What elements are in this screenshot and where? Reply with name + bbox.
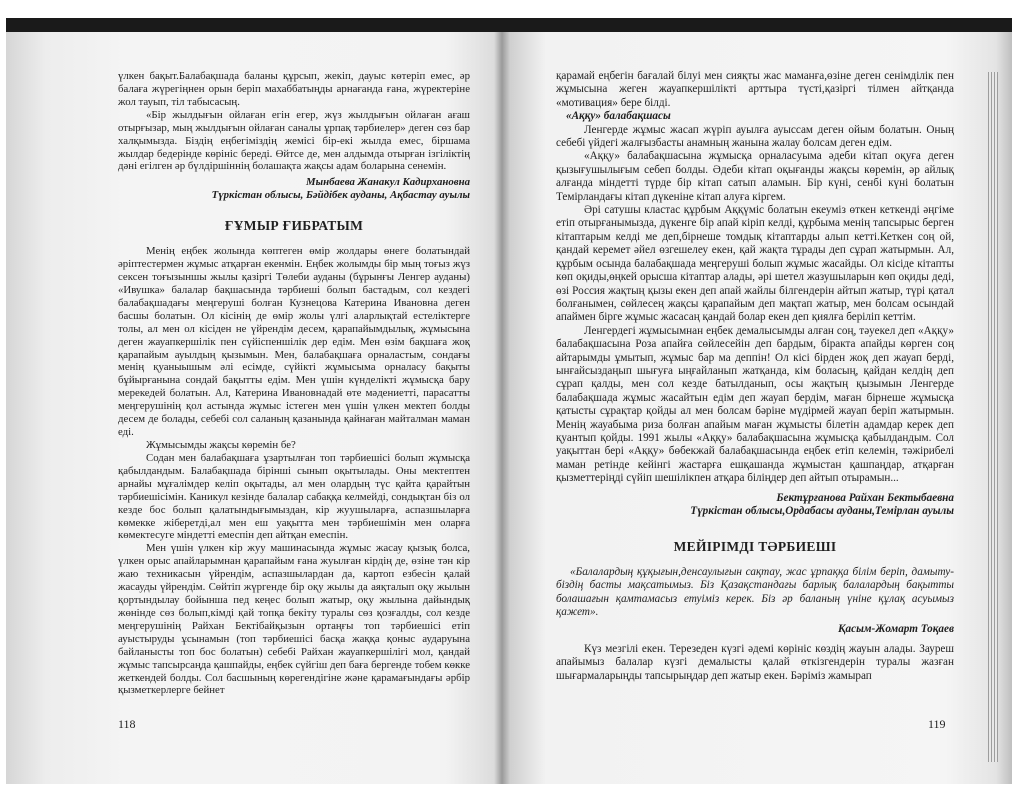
right-page-number: 119 (928, 717, 946, 731)
left-section-heading: ҒҰМЫР ҒИБРАТЫМ (224, 218, 364, 234)
left-page (118, 70, 470, 697)
right-paragraph-1: Ленгерде жұмыс жасап жүріп ауылға ауыссам деген ойым болатын. Оның себебі үйдегі жалғызбасты анамның жанына жалау болсам деген едім. (556, 123, 954, 150)
right-epigraph-author: Қасым-Жомарт Тоқаев (837, 623, 954, 636)
left-paragraph-4: Мен үшін үлкен кір жуу машинасында жұмыс жасау қызық болса, үлкен орыс апайларымнан қарапайым ғана жуылған кірдің де, өзіне тән кір жаю техникасын үйрендім, аспазшылардан да, картоп езбесін қалай жасауды үйрендім. Сөйтіп жүргенде бір оқу жылы да аяқталып оқу жылын қортындылау бойынша пед кеңес болып жатыр, оқу жылына дайындық жөнінде сөз болып,кімді қай топқа бекіту туралы сөз қозғалды, сол кезде меңгерушінің Райхан Бектібайқызын ортаңғы топ тәрбиешісі етіп ауыстыруды ұсынамын (топ тәрбиешісі басқа жаққа қоныс аударуына байланысты топ бос болатын) себебі Райхан жауапкершілігі мол, қандай жұмыс тапсырсаңда қашпайды, еңбек сүйгіш деп баға бергенде тобем көкке жеткендей болды. Сол басшының көрегендігіне және қарамағындағы әрбір қызметкерлерге бейнет (118, 542, 470, 697)
right-intro-paragraph: қарамай еңбегін бағалай білуі мен сияқты жас маманға,өзіне деген сенімділік пен жұмысына жеген жауапкершілікті арттыра түсті,қазіргі тілмен айтқанда «мотивация» бере білді. (556, 70, 954, 109)
right-page (556, 70, 954, 683)
left-intro-paragraph: үлкен бақыт.Балабақшада баланы құрсып, жекіп, дауыс көтеріп емес, әр балаға жүрегіңнен орын беріп махаббатыңды арнағанда ғана, жүректеріне жол тауып, тіл табысасың. (118, 70, 470, 108)
page-edges (988, 72, 998, 762)
right-epigraph: «Балалардың құқығын,денсаулығын сақтау, жас ұрпаққа білім беріп, дамыту-біздің басты мақсатымыз. Біз Қазақстандағы барлық балалардың бақытты болашағын қамтамасыз етуіміз керек. Біз әр баланың үніне құлақ асуымыз қажет». (556, 565, 954, 619)
right-paragraph-5: Күз мезгілі екен. Терезеден күзгі әдемі көрініс көздің жауын алады. Зауреш апайымыз балалар күзгі демалысты қалай өткізгендерін туралы жазған шығармаларыңды тапсырыңдар деп жатыр екен. Бәріміз жамырап (556, 642, 954, 682)
left-paragraph-1: Менің еңбек жолында көптеген өмір жолдары өнеге болатындай әріптестермен жұмыс атқарған екенмін. Еңбек жолымды бір мың тоғыз жүз сексен тоғызыншы жылы қазіргі Төлеби ауданы (бұрынғы Ленгер ауданы) «Ивушка» балалар бақшасында тәрбиеші болып бастадым, сол кездегі балабақшадағы меңгеруші болған Кузнецова Катерина Ивановна деген басшы болатын. Ол кісінің де өмір жолы үлгі аларлықтай естеліктерге толы, ал мен ол кісіден не үйрендім десем, қарапайымдылық, жұмысына деген жауапкершілік пен сүйіспеншілік дер едім. Мен өзім бақшаға жоқ қарапайым ауылдың қызымын. Мен, балабақшаға орналастым, сондағы менің қуаныышым әлі есімде, сүйікті жұмысыма орналасу бақыты бұйырғанына сондай бақытты едім. Мен үшін күнделікті жұмысқа бару мерекедей болатын. Ал, Катерина Ивановнадай өте мәдениетті, парасатты меңгерушінің қол астында жұмыс істеген мен үшін үлкен мектеп болды десем де болады, себебі сол саланың қазанында қайнаған майталман маман еді. (118, 245, 470, 439)
right-section-heading: МЕЙІРІМДІ ТӘРБИЕШІ (673, 539, 837, 555)
left-paragraph-3: Содан мен балабақшаға ұзартылған топ тәрбиешісі болып жұмысқа қабылдандым. Балабақшада бірінші сынып оқытылады. Оны мектептен арнайы мұғалімдер келіп оқытады, ал мен олардың түс қайта қарайтын тәрбиешісімін. Каникул кезінде балалар сабаққа келмейді, сондықтан біз ол кезде бос болып қалатындығымыздан, кір жуушыларға, аспазшыларға көмекке жіберетді,ал мен еш уақытта мен тәрбиешімін мен оларға көмектесуге міндетті емеспін деп айтқан емеспін. (118, 451, 470, 542)
right-paragraph-4: Ленгердегі жұмысымнан еңбек демалысымды алған соң, тәуекел деп «Аққу» балабақшасына Роза апайға сөйлесейін деп бардым, біракта апайды көрген соң айтарымды ұмытып, жұмыс бар ма деппін! Ол кісі бірден жоқ деп жауап берді, ынғайсыздаңып шығуға ыңғайланып жатқанда, кім боласың, қайдан келдің деп сұрап қалды, мен сол кезде батылданып, осы жақтың қызымын Ленгерде балабақшада жұмыс жасайтын едім деп жауап бердім, маған бірнеше жұмысқа қатысты сұрақтар қойды ал мен болсам бәріне мүдірмей жауап беріп жатырмын. Менің жауабыма риза болған апайым маған жұмысты білетін адамдар керек деп қуантып қойды. 1991 жылы «Аққу» балабақшасына жұмысқа қабылдандым. Сол уақыттан бері «Аққу» бөбекжай балабақшасында еңбек етіп келемін, тәжірибелі маман ретінде кейінгі жастарға ешқашанда жұмыстан қашпаңдар, атқарған қызметтеріңді сүйіп шешілікпен атқара біліңдер деп айтып отырамын... (556, 324, 954, 485)
right-paragraph-2: «Аққу» балабақшасына жұмысқа орналасуыма әдеби кітап оқуға деген қызығушылығым себеп болды. Әдеби кітап оқығанды жақсы көремін, әр айлық алғанда міндетті түрде бір кітап сатып аламын. Бір күні, сенбі күні болатын Темірландағы кітап дүкеніне кітап алуға кіргем. (556, 150, 954, 203)
left-signature-place: Түркістан облысы, Бәйдібек ауданы, Ақбастау ауылы (211, 189, 470, 202)
left-quote-paragraph: «Бір жылдығын ойлаған егін егер, жүз жылдығын ойлаған ағаш отырғызар, мың жылдығын ойлаған саналы ұрпақ тәрбиелер» деген сөз бар халқымызда. Біздің еңбегіміздің жемісі бір-екі жылда емес, біршама жылдар бедерінде көрініс береді. Өйтсе де, мен алдымда отырған ізгіліктің дәні егілген әр бүлдіршіннің болашақта жақсы адам боларына сенемін. (118, 108, 470, 173)
left-page-number: 118 (118, 717, 136, 731)
right-signature-name: Бектұрғанова Райхан Бектыбаевна (776, 491, 954, 504)
right-signature-place: Түркістан облысы,Ордабасы ауданы,Темірлан ауылы (690, 505, 954, 517)
left-paragraph-2: Жұмысымды жақсы көремін бе? (146, 438, 296, 451)
right-subheading: «Аққу» балабақшасы (566, 110, 671, 123)
right-paragraph-3: Әрі сатушы кластас құрбым Аққүміс болатын екеуміз өткен кеткенді әңгіме етіп отырғанымызда, дүкенге бір апай кіріп келді, құрбыма менің тапсырыс берген кітаптарым келді ме деп,бірнеше томдық кітаптарды алып кетті.Кеткен соң ой, қандай керемет әйел өзгешелеу екен, қай жақта тұрады деп сұрап жатырмын. Ал, құрбым осында балабақшада меңгеруші болып жұмыс жасайды. Ол кісіде кітапты көп оқиды,өңкей орысша кітаптар алады, әрі шетел жазушыларын көп оқиды деді, өзі Россия жақтың қызы екен деп апай жайлы білгендерін айтып жатыр, түрі қатал болғанымен, сөйлесең жақсы қарапайым деп мақтап жатыр, мен болсам осындай апаймен бірге жұмыс жасасаң қандай болар екен деп қиялға беріліп кеттім. (556, 204, 954, 324)
left-signature-name: Мынбаева Жанакул Кадирхановна (306, 176, 470, 189)
